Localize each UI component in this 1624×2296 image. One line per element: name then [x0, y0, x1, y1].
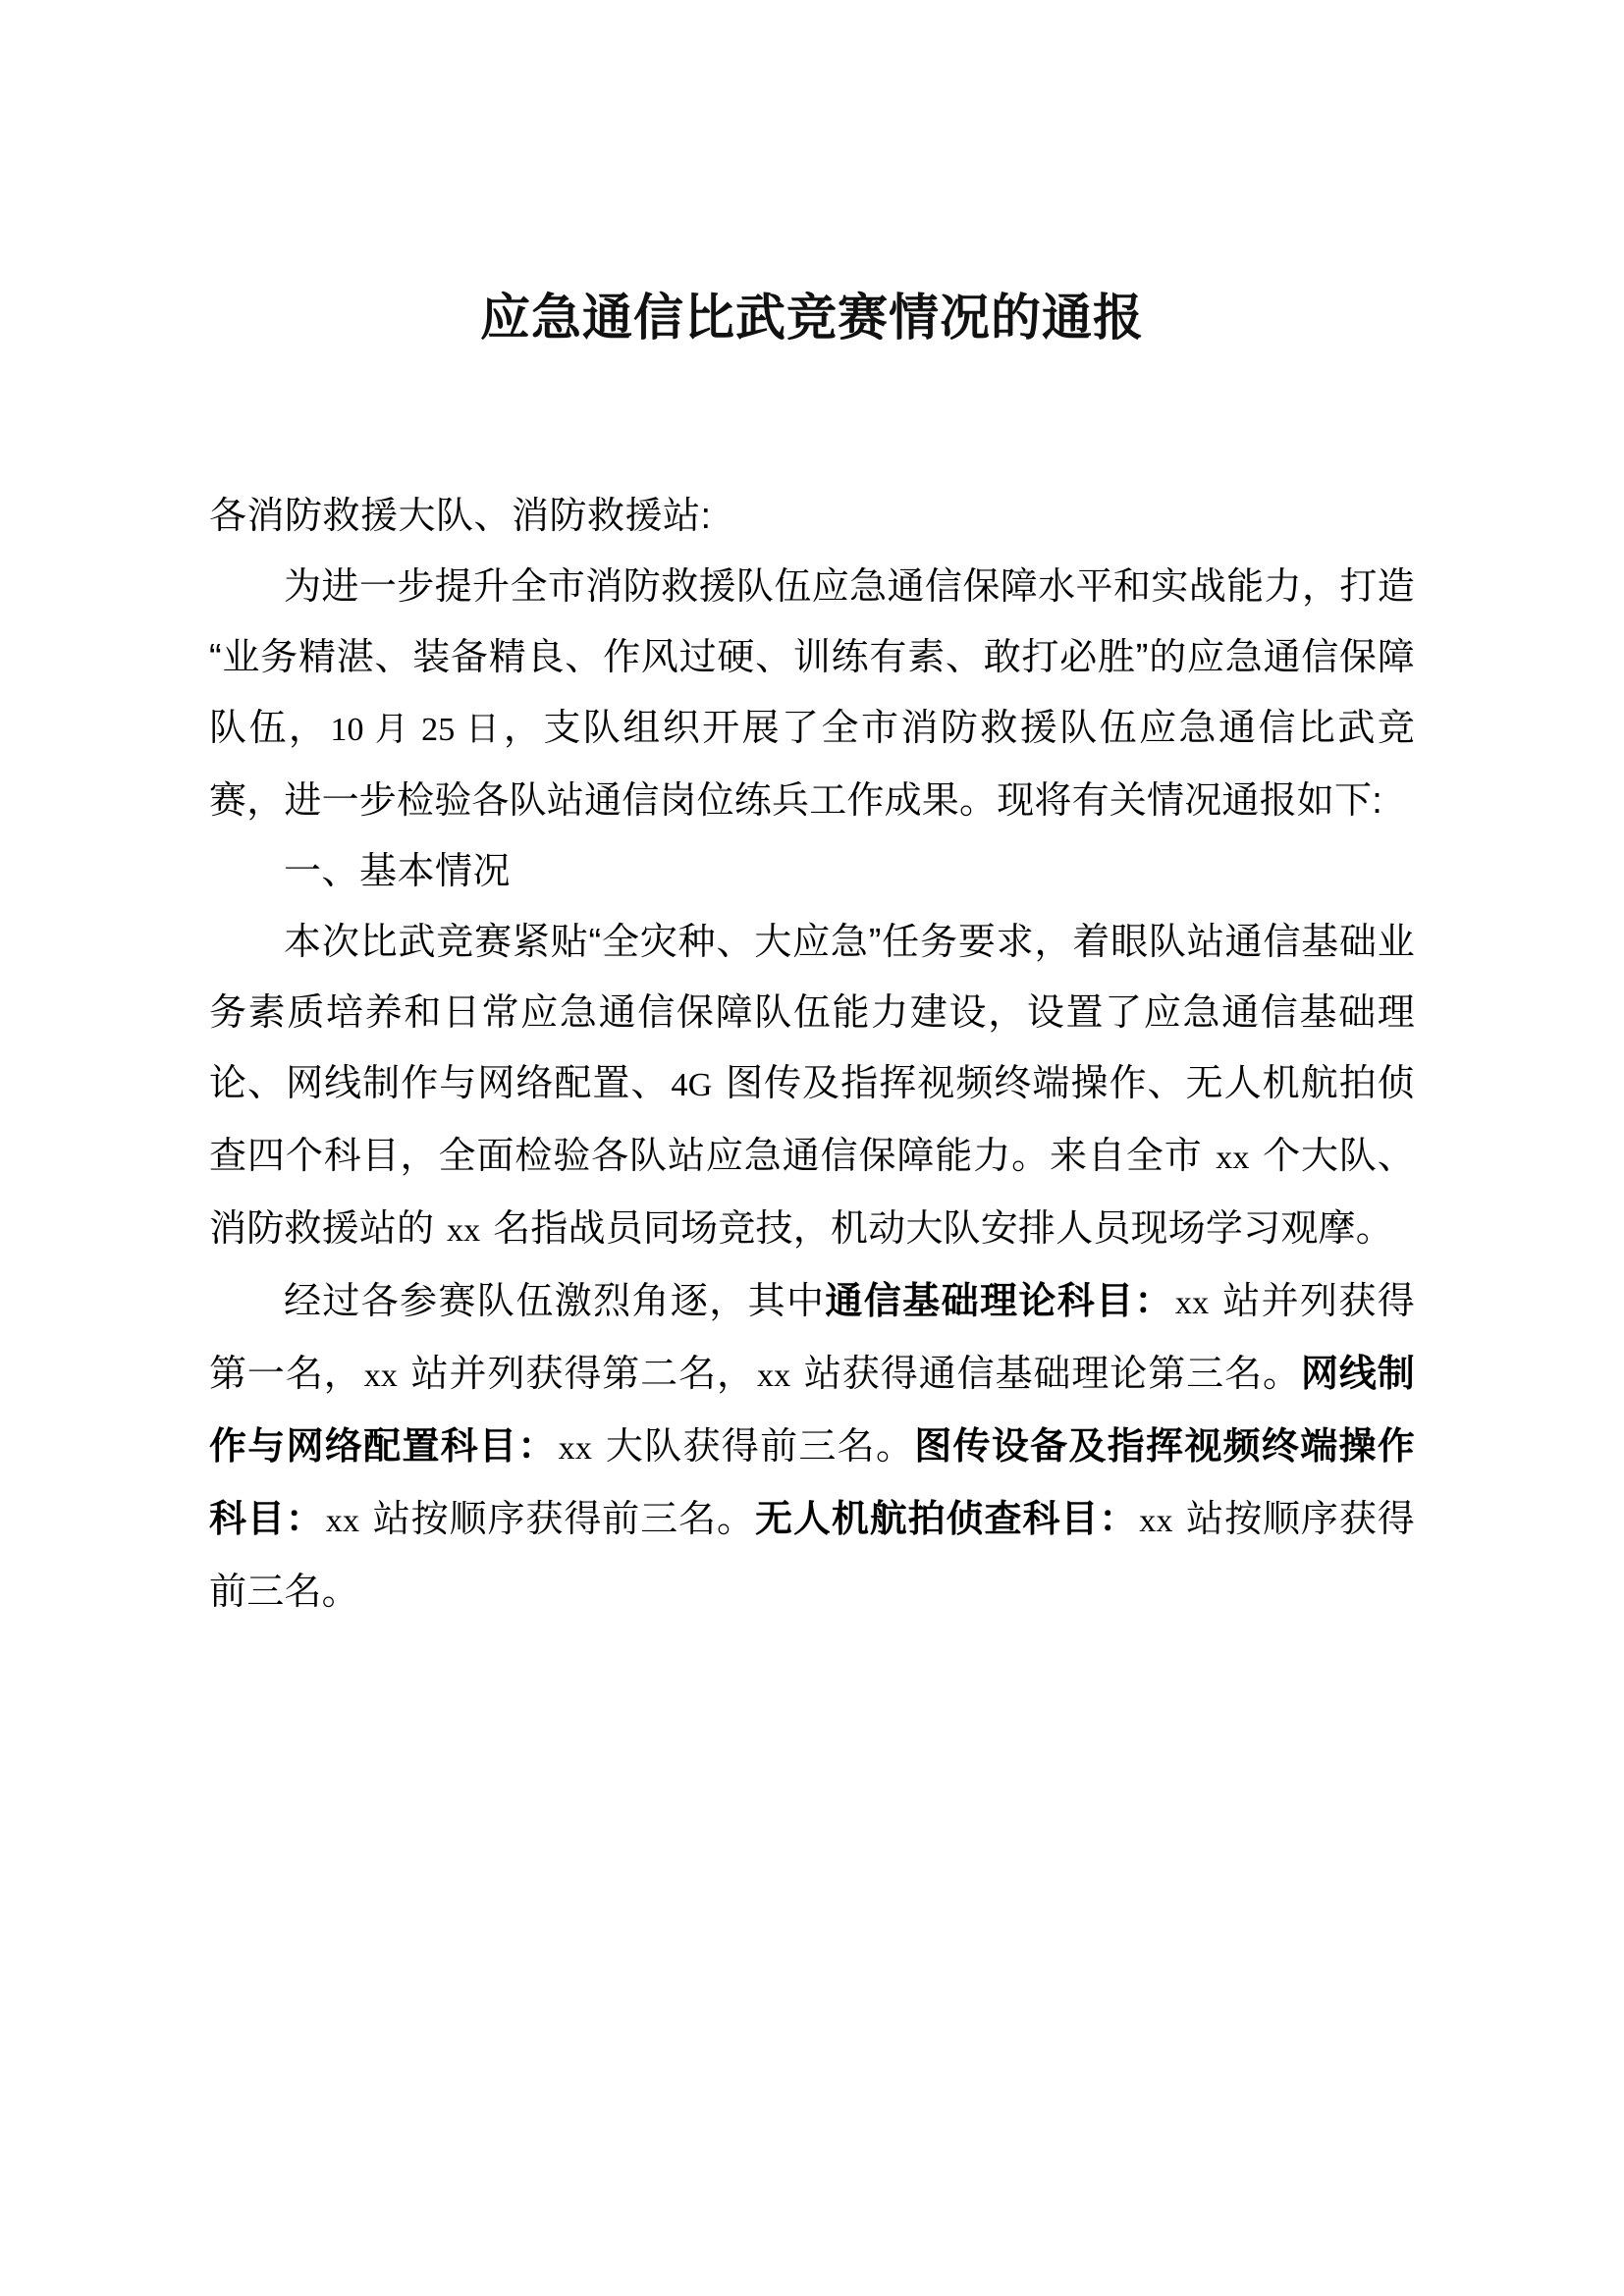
document-content [209, 0, 1415, 1628]
section-heading-basic-situation: 一、基本情况 [284, 851, 512, 892]
subject-label-video-terminal: 图传设备及指挥视频终端操作科目： [209, 1426, 1415, 1540]
placeholder-station-4a: xx [1139, 1503, 1173, 1539]
result-text-3b: 站按顺序获得前三名。 [361, 1499, 755, 1540]
placeholder-station-1a: xx [1174, 1285, 1210, 1321]
paragraph-2-text-a: 本次比武竞赛紧贴“全灾种、大应急”任务要求，着眼队站通信基础业务素质培养和日常应急通信保障队伍能力建设，设置了应急通信基础理论、网线制作与网络配置、 [209, 922, 1415, 1104]
paragraph-2-text-b: 图传及指挥视频终端操作、无人机航拍侦查四个科目，全面检验各队站应急通信保障能力。来自全市 [209, 1063, 1415, 1177]
subject-label-drone-recon: 无人机航拍侦查科目： [754, 1499, 1138, 1540]
result-text-1d: 站并列获得第二名， [400, 1354, 755, 1395]
paragraph-2-text-c: 个大队、消防救援站的 [209, 1136, 1415, 1250]
salutation-line: 各消防救援大队、消防救援站: [209, 496, 712, 537]
paragraph-background-intro [209, 552, 1415, 836]
placeholder-station-1e: xx [756, 1358, 791, 1394]
paragraph-results [209, 1266, 1415, 1628]
results-lead-in: 经过各参赛队伍激烈角逐，其中 [284, 1281, 826, 1322]
placeholder-brigade-2a: xx [558, 1430, 593, 1467]
subject-label-cable-network: 网线制作与网络配置科目： [209, 1354, 1415, 1468]
result-text-2b: 大队获得前三名。 [594, 1426, 915, 1468]
result-text-4b: 站按顺序获得前三名。 [209, 1499, 1415, 1613]
placeholder-station-3a: xx [325, 1503, 360, 1539]
placeholder-people-count: xx [446, 1212, 481, 1249]
tech-label-4g: 4G [671, 1067, 713, 1103]
subject-label-basic-theory: 通信基础理论科目： [825, 1281, 1173, 1322]
paragraph-basic-situation [209, 907, 1415, 1266]
competition-date: 10 月 25 日 [330, 712, 502, 748]
placeholder-unit-count: xx [1216, 1140, 1250, 1176]
placeholder-station-1c: xx [363, 1358, 399, 1394]
result-text-1b: 站并列获得第一名， [209, 1281, 1415, 1395]
page-title: 应急通信比武竞赛情况的通报 [479, 290, 1144, 346]
result-text-1f: 站获得通信基础理论第三名。 [792, 1354, 1301, 1395]
paragraph-2-text-d: 名指战员同场竞技，机动大队安排人员现场学习观摩。 [482, 1208, 1393, 1250]
paragraph-1-text-b: ，支队组织开展了全市消防救援队伍应急通信比武竞赛，进一步检验各队站通信岗位练兵工作成果。现将有关情况通报如下: [209, 708, 1415, 822]
paragraph-1-text-a: 为进一步提升全市消防救援队伍应急通信保障水平和实战能力，打造“业务精湛、装备精良、作风过硬、训练有素、敢打必胜”的应急通信保障队伍， [209, 566, 1415, 749]
